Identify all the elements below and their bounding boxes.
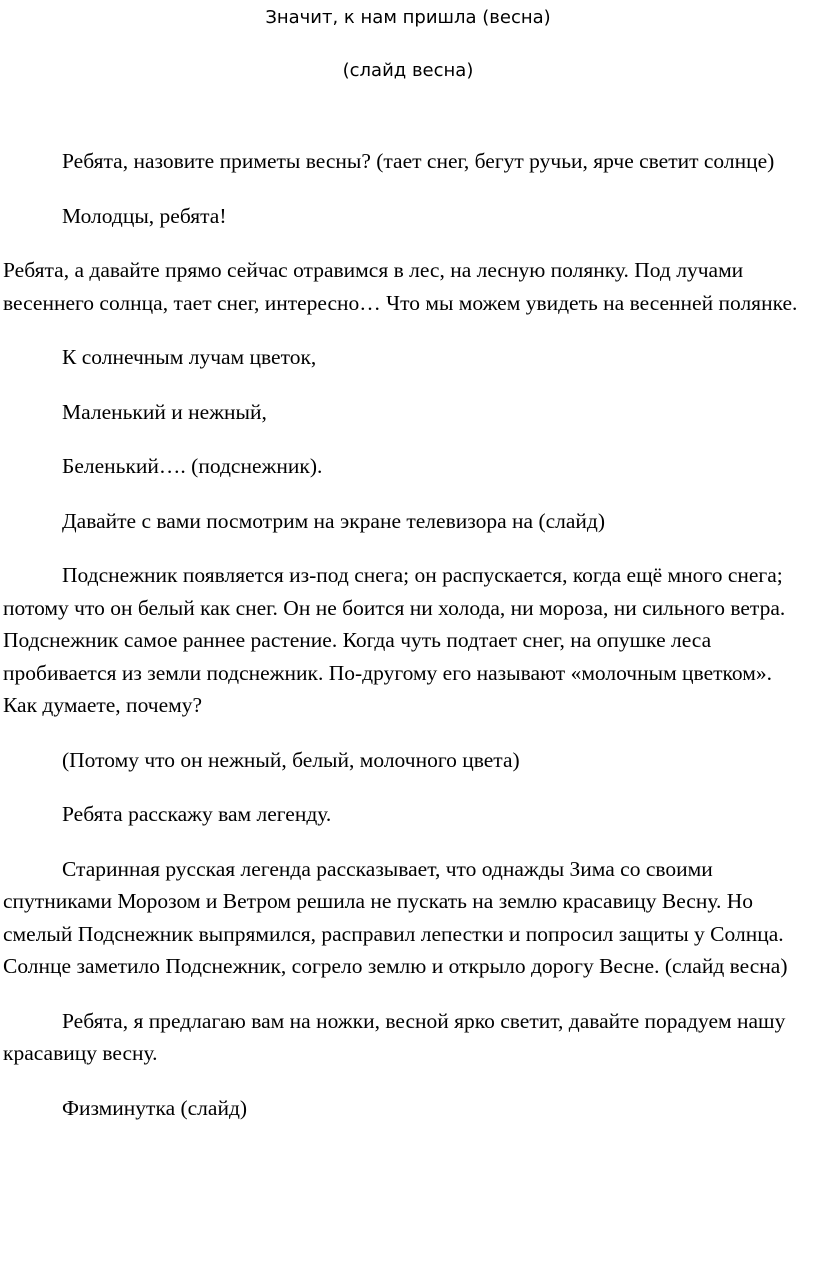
document-title: Значит, к нам пришла (весна) [265,7,551,28]
riddle-line-3: Беленький…. (подснежник). [62,454,323,478]
paragraph-spring-signs: Ребята, назовите приметы весны? (тает снег, бегут ручьи, ярче светит солнце) [62,149,775,173]
paragraph-snowdrop-description: Подснежник появляется из-под снега; он распускается, когда ещё много снега; потому что он белый как снег. Он не боится ни холода, ни мороза, ни сильного ветра. Подснежник самое раннее растение. Когда чуть подтает снег, на опушке леса пробивается из земли подснежник. По-другому его называют «молочным цветком». Как думаете, почему? [3,563,786,717]
paragraph-forest-trip: Ребята, а давайте прямо сейчас отравимся в лес, на лесную полянку. Под лучами весеннего солнца, тает снег, интересно… Что мы можем увидеть на весенней полянке. [3,258,798,315]
paragraph-answer: (Потому что он нежный, белый, молочного цвета) [62,747,520,772]
paragraph-praise: Молодцы, ребята! [62,203,227,228]
document-body [3,145,803,1146]
paragraph-physical-minute: Физминутка (слайд) [62,1095,248,1120]
paragraph-tv-slide: Давайте с вами посмотрим на экране телевизора на (слайд) [62,508,606,533]
paragraph-exercise-intro: Ребята, я предлагаю вам на ножки, весной ярко светит, давайте порадуем нашу красавицу весну. [3,1008,786,1065]
paragraph-legend-intro: Ребята расскажу вам легенду. [62,802,332,826]
document-subtitle: (слайд весна) [342,60,474,81]
riddle-line-1: К солнечным лучам цветок, [62,345,317,369]
paragraph-legend: Старинная русская легенда рассказывает, что однажды Зима со своими спутниками Морозом и Ветром решила не пускать на землю красавицу Весну. Но смелый Подснежник выпрямился, расправил лепестки и попросил защиты у Солнца. Солнце заметило Подснежник, согрело землю и открыло дорогу Весне. (слайд весна) [3,856,788,978]
riddle-line-2: Маленький и нежный, [62,399,267,424]
